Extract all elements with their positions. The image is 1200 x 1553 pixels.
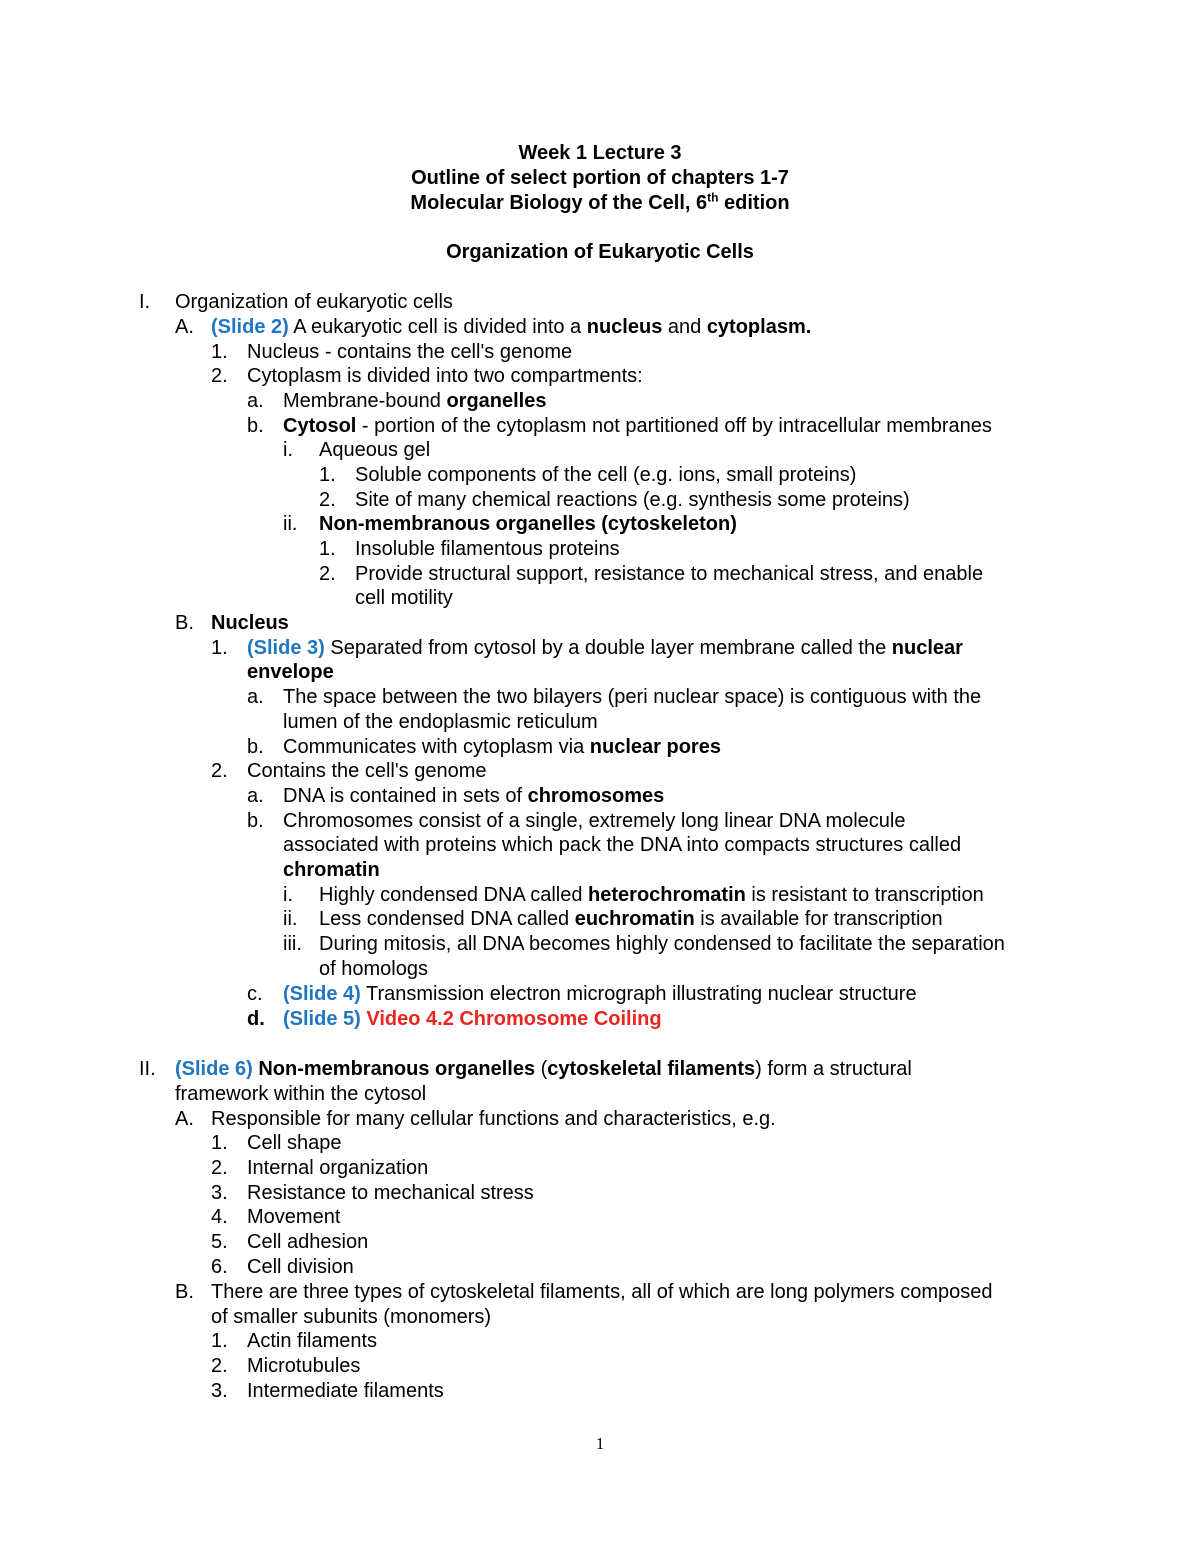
video-link[interactable]: Video 4.2 Chromosome Coiling (366, 1008, 662, 1030)
lecture-title: Week 1 Lecture 3 (518, 142, 682, 164)
list-item: 3. Intermediate filaments (211, 1380, 444, 1402)
outline-item: 2. Contains the cell's genome (211, 760, 487, 782)
outline-item: i. Highly condensed DNA called heterochromatin is resistant to transcription (283, 884, 984, 906)
list-item: 2. Internal organization (211, 1157, 429, 1179)
outline-item: 1. Nucleus - contains the cell's genome (211, 341, 573, 363)
list-item: 6. Cell division (211, 1256, 354, 1278)
list-item: 5. Cell adhesion (211, 1231, 369, 1253)
list-item: 4. Movement (211, 1206, 341, 1228)
outline-item: 2. Cytoplasm is divided into two compartments: (211, 365, 643, 387)
outline-item: a. DNA is contained in sets of chromosomes (247, 785, 665, 807)
outline-continuation: associated with proteins which pack the DNA into compacts structures called (283, 834, 962, 856)
outline-continuation: of smaller subunits (monomers) (211, 1306, 492, 1328)
outline-item: I. Organization of eukaryotic cells (139, 291, 453, 313)
page-number: 1 (595, 1434, 605, 1453)
textbook-title: Molecular Biology of the Cell, 6th edition (410, 190, 790, 214)
outline-item: i. Aqueous gel (283, 439, 431, 461)
outline-continuation: envelope (247, 661, 334, 683)
outline-item: ii. Less condensed DNA called euchromatin is available for transcription (283, 908, 943, 930)
outline-continuation: of homologs (319, 958, 428, 980)
outline-item: A. (Slide 2) A eukaryotic cell is divided into a nucleus and cytoplasm. (175, 316, 812, 338)
outline-item: b. Cytosol - portion of the cytoplasm not partitioned off by intracellular membranes (247, 415, 992, 437)
outline-item: 1. Soluble components of the cell (e.g. ions, small proteins) (319, 464, 857, 486)
outline-subtitle: Outline of select portion of chapters 1-7 (411, 167, 789, 189)
list-item: 3. Resistance to mechanical stress (211, 1182, 534, 1204)
section-title: Organization of Eukaryotic Cells (446, 241, 754, 263)
outline-item: b. Communicates with cytoplasm via nuclear pores (247, 736, 721, 758)
list-item: 1. Cell shape (211, 1132, 342, 1154)
outline-continuation: chromatin (283, 859, 380, 881)
outline-item: a. The space between the two bilayers (peri nuclear space) is contiguous with the (247, 686, 982, 708)
outline-item: 1. Insoluble filamentous proteins (319, 538, 620, 560)
outline-item: ii. Non-membranous organelles (cytoskeleton) (283, 513, 737, 535)
list-item: 2. Microtubules (211, 1355, 361, 1377)
outline-item: II. (Slide 6) Non-membranous organelles (cytoskeletal filaments) form a structural (139, 1058, 912, 1080)
outline-item: b. Chromosomes consist of a single, extremely long linear DNA molecule (247, 810, 906, 832)
outline-continuation: lumen of the endoplasmic reticulum (283, 711, 598, 733)
outline-item: a. Membrane-bound organelles (247, 390, 547, 412)
list-item: 1. Actin filaments (211, 1330, 378, 1352)
outline-item: iii. During mitosis, all DNA becomes highly condensed to facilitate the separation (283, 933, 1005, 955)
outline-item: 2. Site of many chemical reactions (e.g. synthesis some proteins) (319, 489, 910, 511)
outline-item: B. There are three types of cytoskeletal filaments, all of which are long polymers composed (175, 1281, 993, 1303)
outline-item-video: d. (Slide 5) Video 4.2 Chromosome Coiling (247, 1008, 662, 1030)
outline-item: 2. Provide structural support, resistance to mechanical stress, and enable (319, 563, 984, 585)
outline-item: A. Responsible for many cellular functions and characteristics, e.g. (175, 1108, 776, 1130)
outline-item: 1. (Slide 3) Separated from cytosol by a double layer membrane called the nuclear (211, 637, 963, 659)
outline-item: B. Nucleus (175, 612, 289, 634)
outline-continuation: cell motility (355, 587, 453, 609)
outline-continuation: framework within the cytosol (175, 1083, 427, 1105)
outline-item: c. (Slide 4) Transmission electron micrograph illustrating nuclear structure (247, 983, 917, 1005)
